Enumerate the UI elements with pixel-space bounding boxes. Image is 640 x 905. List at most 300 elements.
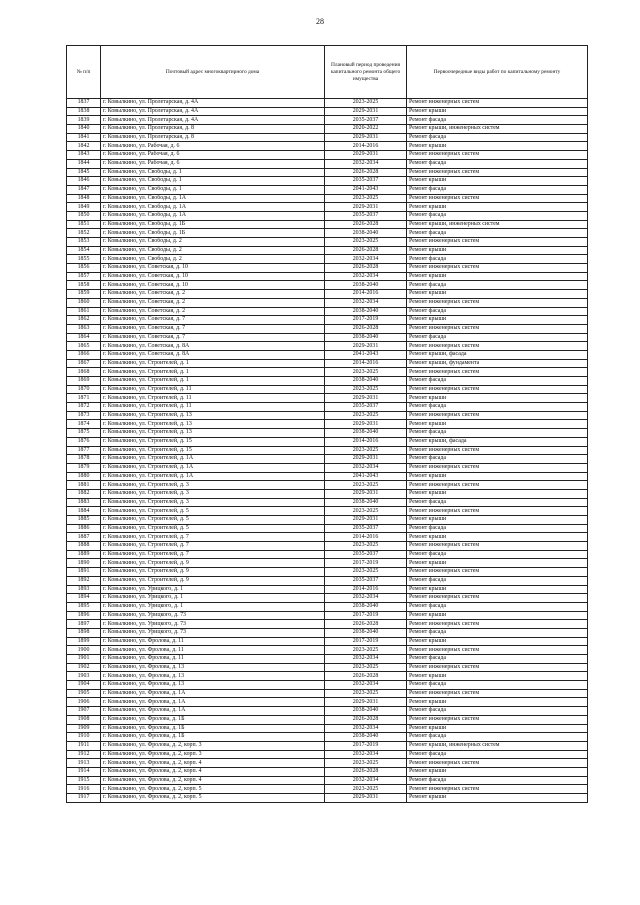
row-address: г. Ковылкино, ул. Строителей, д. 13 bbox=[101, 420, 325, 429]
row-works: Ремонт крыши bbox=[407, 246, 588, 255]
row-period: 2017-2019 bbox=[325, 611, 407, 620]
row-number: 1898 bbox=[67, 628, 101, 637]
row-address: г. Ковылкино, ул. Рабочая, д. 6 bbox=[101, 159, 325, 168]
table-row bbox=[67, 281, 588, 290]
row-number: 1855 bbox=[67, 255, 101, 264]
row-address: г. Ковылкино, ул. Строителей, д. 15 bbox=[101, 446, 325, 455]
row-number: 1867 bbox=[67, 359, 101, 368]
row-address: г. Ковылкино, ул. Фролова, д. 2, корп. 4 bbox=[101, 776, 325, 785]
row-works: Ремонт инженерных систем bbox=[407, 385, 588, 394]
row-works: Ремонт инженерных систем bbox=[407, 620, 588, 629]
table-row bbox=[67, 290, 588, 299]
table-row bbox=[67, 767, 588, 776]
table-row bbox=[67, 741, 588, 750]
row-works: Ремонт инженерных систем bbox=[407, 715, 588, 724]
row-period: 2023-2025 bbox=[325, 368, 407, 377]
row-number: 1895 bbox=[67, 602, 101, 611]
row-number: 1866 bbox=[67, 350, 101, 359]
row-address: г. Ковылкино, ул. Строителей, д. 1А bbox=[101, 463, 325, 472]
row-number: 1854 bbox=[67, 246, 101, 255]
row-address: г. Ковылкино, ул. Фролова, д. 2, корп. 4 bbox=[101, 767, 325, 776]
row-address: г. Ковылкино, ул. Фролова, д. 1Б bbox=[101, 724, 325, 733]
row-works: Ремонт крыши bbox=[407, 794, 588, 803]
row-number: 1882 bbox=[67, 489, 101, 498]
row-number: 1871 bbox=[67, 394, 101, 403]
row-period: 2026-2028 bbox=[325, 620, 407, 629]
row-number: 1860 bbox=[67, 298, 101, 307]
table-row bbox=[67, 663, 588, 672]
table-row bbox=[67, 394, 588, 403]
row-number: 1890 bbox=[67, 559, 101, 568]
table-row bbox=[67, 689, 588, 698]
row-works: Ремонт инженерных систем bbox=[407, 298, 588, 307]
row-works: Ремонт крыши bbox=[407, 489, 588, 498]
row-works: Ремонт инженерных систем bbox=[407, 785, 588, 794]
row-works: Ремонт фасада bbox=[407, 776, 588, 785]
row-number: 1887 bbox=[67, 533, 101, 542]
row-number: 1888 bbox=[67, 542, 101, 551]
row-address: г. Ковылкино, ул. Строителей, д. 7 bbox=[101, 550, 325, 559]
table-row bbox=[67, 785, 588, 794]
row-period: 2032-2034 bbox=[325, 594, 407, 603]
row-works: Ремонт фасада bbox=[407, 429, 588, 438]
row-period: 2014-2016 bbox=[325, 437, 407, 446]
row-address: г. Ковылкино, ул. Рабочая, д. 6 bbox=[101, 142, 325, 151]
row-period: 2032-2034 bbox=[325, 272, 407, 281]
row-address: г. Ковылкино, ул. Строителей, д. 3 bbox=[101, 481, 325, 490]
row-works: Ремонт крыши bbox=[407, 107, 588, 116]
table-row bbox=[67, 489, 588, 498]
row-works: Ремонт фасада bbox=[407, 307, 588, 316]
row-number: 1880 bbox=[67, 472, 101, 481]
row-period: 2014-2016 bbox=[325, 290, 407, 299]
row-number: 1886 bbox=[67, 524, 101, 533]
row-address: г. Ковылкино, ул. Свободы, д. 1 bbox=[101, 177, 325, 186]
row-works: Ремонт инженерных систем bbox=[407, 463, 588, 472]
row-works: Ремонт инженерных систем bbox=[407, 324, 588, 333]
row-address: г. Ковылкино, ул. Фролова, д. 1Б bbox=[101, 733, 325, 742]
row-works: Ремонт фасада bbox=[407, 211, 588, 220]
row-address: г. Ковылкино, ул. Свободы, д. 2 bbox=[101, 246, 325, 255]
row-period: 2017-2019 bbox=[325, 741, 407, 750]
row-address: г. Ковылкино, ул. Строителей, д. 1 bbox=[101, 368, 325, 377]
capital-repair-table bbox=[66, 45, 588, 803]
row-works: Ремонт инженерных систем bbox=[407, 446, 588, 455]
row-period: 2029-2031 bbox=[325, 420, 407, 429]
table-row bbox=[67, 125, 588, 134]
table-row bbox=[67, 750, 588, 759]
row-period: 2041-2043 bbox=[325, 185, 407, 194]
row-period: 2029-2031 bbox=[325, 394, 407, 403]
row-works: Ремонт крыши bbox=[407, 272, 588, 281]
table-row bbox=[67, 602, 588, 611]
table-row bbox=[67, 524, 588, 533]
row-address: г. Ковылкино, ул. Фролова, д. 1Б bbox=[101, 715, 325, 724]
row-period: 2029-2031 bbox=[325, 151, 407, 160]
row-works: Ремонт фасада bbox=[407, 602, 588, 611]
row-number: 1841 bbox=[67, 133, 101, 142]
row-address: г. Ковылкино, ул. Строителей, д. 9 bbox=[101, 568, 325, 577]
row-works: Ремонт крыши bbox=[407, 672, 588, 681]
row-works: Ремонт фасада bbox=[407, 116, 588, 125]
row-works: Ремонт инженерных систем bbox=[407, 568, 588, 577]
row-address: г. Ковылкино, ул. Строителей, д. 13 bbox=[101, 429, 325, 438]
row-address: г. Ковылкино, ул. Свободы, д. 1А bbox=[101, 203, 325, 212]
table-row bbox=[67, 559, 588, 568]
table-row bbox=[67, 646, 588, 655]
table-row bbox=[67, 142, 588, 151]
row-period: 2035-2037 bbox=[325, 177, 407, 186]
table-body bbox=[67, 99, 588, 803]
row-number: 1896 bbox=[67, 611, 101, 620]
row-address: г. Ковылкино, ул. Фролова, д. 2, корп. 3 bbox=[101, 741, 325, 750]
table-row bbox=[67, 698, 588, 707]
row-address: г. Ковылкино, ул. Свободы, д. 2 bbox=[101, 238, 325, 247]
row-number: 1870 bbox=[67, 385, 101, 394]
row-period: 2017-2019 bbox=[325, 559, 407, 568]
row-address: г. Ковылкино, ул. Пролетарская, д. 8 bbox=[101, 125, 325, 134]
row-number: 1845 bbox=[67, 168, 101, 177]
row-address: г. Ковылкино, ул. Советская, д. 2 bbox=[101, 298, 325, 307]
row-period: 2035-2037 bbox=[325, 576, 407, 585]
table-row bbox=[67, 681, 588, 690]
row-works: Ремонт фасада bbox=[407, 255, 588, 264]
row-works: Ремонт инженерных систем bbox=[407, 542, 588, 551]
row-address: г. Ковылкино, ул. Свободы, д. 1 bbox=[101, 168, 325, 177]
row-period: 2014-2016 bbox=[325, 359, 407, 368]
row-address: г. Ковылкино, ул. Строителей, д. 3 bbox=[101, 498, 325, 507]
row-works: Ремонт крыши bbox=[407, 637, 588, 646]
row-period: 2032-2034 bbox=[325, 681, 407, 690]
row-period: 2023-2025 bbox=[325, 568, 407, 577]
row-period: 2032-2034 bbox=[325, 655, 407, 664]
row-address: г. Ковылкино, ул. Строителей, д. 7 bbox=[101, 533, 325, 542]
header-works: Первоочередные виды работ по капитальному ремонту bbox=[407, 46, 588, 99]
table-row bbox=[67, 211, 588, 220]
row-works: Ремонт фасада bbox=[407, 733, 588, 742]
row-period: 2017-2019 bbox=[325, 316, 407, 325]
row-works: Ремонт крыши bbox=[407, 698, 588, 707]
row-works: Ремонт инженерных систем bbox=[407, 342, 588, 351]
table-row bbox=[67, 324, 588, 333]
row-works: Ремонт инженерных систем bbox=[407, 411, 588, 420]
row-works: Ремонт инженерных систем bbox=[407, 99, 588, 108]
row-works: Ремонт фасада bbox=[407, 498, 588, 507]
row-period: 2023-2025 bbox=[325, 99, 407, 108]
row-works: Ремонт инженерных систем bbox=[407, 238, 588, 247]
row-works: Ремонт фасада bbox=[407, 133, 588, 142]
row-address: г. Ковылкино, ул. Фролова, д. 1А bbox=[101, 707, 325, 716]
row-address: г. Ковылкино, ул. Пролетарская, д. 4А bbox=[101, 99, 325, 108]
row-address: г. Ковылкино, ул. Строителей, д. 1 bbox=[101, 359, 325, 368]
table-row bbox=[67, 498, 588, 507]
row-period: 2038-2040 bbox=[325, 707, 407, 716]
row-works: Ремонт крыши bbox=[407, 533, 588, 542]
row-period: 2023-2025 bbox=[325, 238, 407, 247]
row-address: г. Ковылкино, ул. Пролетарская, д. 8 bbox=[101, 133, 325, 142]
row-period: 2032-2034 bbox=[325, 776, 407, 785]
row-number: 1872 bbox=[67, 403, 101, 412]
row-works: Ремонт фасада bbox=[407, 281, 588, 290]
row-number: 1856 bbox=[67, 264, 101, 273]
row-number: 1915 bbox=[67, 776, 101, 785]
row-works: Ремонт крыши, инженерных систем bbox=[407, 125, 588, 134]
row-number: 1900 bbox=[67, 646, 101, 655]
row-works: Ремонт фасада bbox=[407, 707, 588, 716]
row-works: Ремонт крыши bbox=[407, 316, 588, 325]
row-works: Ремонт фасада bbox=[407, 403, 588, 412]
row-address: г. Ковылкино, ул. Строителей, д. 13 bbox=[101, 411, 325, 420]
row-number: 1904 bbox=[67, 681, 101, 690]
table-row bbox=[67, 715, 588, 724]
table-row bbox=[67, 350, 588, 359]
row-period: 2032-2034 bbox=[325, 255, 407, 264]
table-row bbox=[67, 516, 588, 525]
table-row bbox=[67, 368, 588, 377]
row-period: 2029-2031 bbox=[325, 516, 407, 525]
table-row bbox=[67, 429, 588, 438]
table-row bbox=[67, 759, 588, 768]
table-row bbox=[67, 116, 588, 125]
row-number: 1847 bbox=[67, 185, 101, 194]
header-number: № п/п bbox=[67, 46, 101, 99]
row-address: г. Ковылкино, ул. Строителей, д. 11 bbox=[101, 385, 325, 394]
table-row bbox=[67, 672, 588, 681]
row-address: г. Ковылкино, ул. Строителей, д. 5 bbox=[101, 516, 325, 525]
row-number: 1877 bbox=[67, 446, 101, 455]
row-address: г. Ковылкино, ул. Фролова, д. 2, корп. 5 bbox=[101, 794, 325, 803]
row-period: 2023-2025 bbox=[325, 542, 407, 551]
table-row bbox=[67, 576, 588, 585]
row-address: г. Ковылкино, ул. Фролова, д. 11 bbox=[101, 655, 325, 664]
row-works: Ремонт крыши bbox=[407, 177, 588, 186]
row-period: 2023-2025 bbox=[325, 411, 407, 420]
row-period: 2023-2025 bbox=[325, 785, 407, 794]
row-address: г. Ковылкино, ул. Фролова, д. 1А bbox=[101, 698, 325, 707]
row-address: г. Ковылкино, ул. Урицкого, д. 1 bbox=[101, 602, 325, 611]
row-period: 2029-2031 bbox=[325, 698, 407, 707]
row-period: 2029-2031 bbox=[325, 133, 407, 142]
row-works: Ремонт фасада bbox=[407, 750, 588, 759]
table-row bbox=[67, 437, 588, 446]
row-period: 2041-2043 bbox=[325, 350, 407, 359]
row-period: 2032-2034 bbox=[325, 750, 407, 759]
table-row bbox=[67, 255, 588, 264]
table-row bbox=[67, 203, 588, 212]
row-address: г. Ковылкино, ул. Строителей, д. 3 bbox=[101, 489, 325, 498]
row-address: г. Ковылкино, ул. Советская, д. 7 bbox=[101, 333, 325, 342]
table-row bbox=[67, 229, 588, 238]
row-works: Ремонт крыши bbox=[407, 420, 588, 429]
row-works: Ремонт крыши bbox=[407, 767, 588, 776]
row-number: 1863 bbox=[67, 324, 101, 333]
row-address: г. Ковылкино, ул. Строителей, д. 9 bbox=[101, 576, 325, 585]
row-number: 1884 bbox=[67, 507, 101, 516]
row-address: г. Ковылкино, ул. Строителей, д. 1А bbox=[101, 455, 325, 464]
row-address: г. Ковылкино, ул. Пролетарская, д. 4А bbox=[101, 107, 325, 116]
row-period: 2029-2031 bbox=[325, 489, 407, 498]
row-number: 1851 bbox=[67, 220, 101, 229]
row-period: 2026-2028 bbox=[325, 715, 407, 724]
row-address: г. Ковылкино, ул. Свободы, д. 1А bbox=[101, 211, 325, 220]
row-period: 2026-2028 bbox=[325, 220, 407, 229]
row-number: 1840 bbox=[67, 125, 101, 134]
page-number: 28 bbox=[316, 17, 324, 26]
row-works: Ремонт инженерных систем bbox=[407, 507, 588, 516]
row-period: 2029-2031 bbox=[325, 455, 407, 464]
table-row bbox=[67, 620, 588, 629]
row-period: 2035-2037 bbox=[325, 550, 407, 559]
row-works: Ремонт инженерных систем bbox=[407, 481, 588, 490]
table-row bbox=[67, 794, 588, 803]
row-number: 1874 bbox=[67, 420, 101, 429]
table-row bbox=[67, 220, 588, 229]
table-row bbox=[67, 359, 588, 368]
row-works: Ремонт инженерных систем bbox=[407, 663, 588, 672]
row-period: 2038-2040 bbox=[325, 281, 407, 290]
row-number: 1844 bbox=[67, 159, 101, 168]
row-number: 1901 bbox=[67, 655, 101, 664]
row-number: 1862 bbox=[67, 316, 101, 325]
table-row bbox=[67, 133, 588, 142]
row-works: Ремонт фасада bbox=[407, 377, 588, 386]
row-period: 2023-2025 bbox=[325, 481, 407, 490]
row-number: 1899 bbox=[67, 637, 101, 646]
row-number: 1883 bbox=[67, 498, 101, 507]
row-address: г. Ковылкино, ул. Строителей, д. 1А bbox=[101, 472, 325, 481]
row-works: Ремонт крыши bbox=[407, 585, 588, 594]
row-period: 2023-2025 bbox=[325, 689, 407, 698]
row-works: Ремонт крыши, фундамента bbox=[407, 359, 588, 368]
table-row bbox=[67, 533, 588, 542]
row-address: г. Ковылкино, ул. Строителей, д. 5 bbox=[101, 507, 325, 516]
table-row bbox=[67, 298, 588, 307]
row-number: 1838 bbox=[67, 107, 101, 116]
table-row bbox=[67, 455, 588, 464]
row-number: 1878 bbox=[67, 455, 101, 464]
table-row bbox=[67, 403, 588, 412]
row-address: г. Ковылкино, ул. Строителей, д. 7 bbox=[101, 542, 325, 551]
row-works: Ремонт инженерных систем bbox=[407, 194, 588, 203]
table-row bbox=[67, 272, 588, 281]
row-period: 2035-2037 bbox=[325, 116, 407, 125]
row-address: г. Ковылкино, ул. Фролова, д. 13 bbox=[101, 672, 325, 681]
row-works: Ремонт фасада bbox=[407, 524, 588, 533]
row-works: Ремонт крыши bbox=[407, 472, 588, 481]
row-address: г. Ковылкино, ул. Фролова, д. 2, корп. 3 bbox=[101, 750, 325, 759]
table-row bbox=[67, 107, 588, 116]
row-address: г. Ковылкино, ул. Урицкого, д. 1 bbox=[101, 585, 325, 594]
row-address: г. Ковылкино, ул. Советская, д. 10 bbox=[101, 272, 325, 281]
row-period: 2038-2040 bbox=[325, 377, 407, 386]
table-row bbox=[67, 177, 588, 186]
row-address: г. Ковылкино, ул. Свободы, д. 2 bbox=[101, 255, 325, 264]
table-row bbox=[67, 377, 588, 386]
header-period: Плановый период проведения капитального ремонта общего имущества bbox=[325, 46, 407, 99]
row-period: 2023-2025 bbox=[325, 759, 407, 768]
row-number: 1906 bbox=[67, 698, 101, 707]
row-number: 1909 bbox=[67, 724, 101, 733]
row-works: Ремонт фасада bbox=[407, 655, 588, 664]
row-address: г. Ковылкино, ул. Урицкого, д. 73 bbox=[101, 620, 325, 629]
row-period: 2038-2040 bbox=[325, 602, 407, 611]
row-period: 2038-2040 bbox=[325, 498, 407, 507]
row-address: г. Ковылкино, ул. Советская, д. 7 bbox=[101, 316, 325, 325]
row-works: Ремонт инженерных систем bbox=[407, 594, 588, 603]
row-number: 1868 bbox=[67, 368, 101, 377]
row-address: г. Ковылкино, ул. Свободы, д. 1 bbox=[101, 185, 325, 194]
row-address: г. Ковылкино, ул. Свободы, д. 1А bbox=[101, 194, 325, 203]
table-row bbox=[67, 611, 588, 620]
row-number: 1902 bbox=[67, 663, 101, 672]
row-address: г. Ковылкино, ул. Строителей, д. 9 bbox=[101, 559, 325, 568]
table-row bbox=[67, 655, 588, 664]
row-address: г. Ковылкино, ул. Свободы, д. 1Б bbox=[101, 229, 325, 238]
row-address: г. Ковылкино, ул. Советская, д. 10 bbox=[101, 264, 325, 273]
row-number: 1917 bbox=[67, 794, 101, 803]
row-period: 2023-2025 bbox=[325, 646, 407, 655]
row-address: г. Ковылкино, ул. Строителей, д. 11 bbox=[101, 403, 325, 412]
row-address: г. Ковылкино, ул. Фролова, д. 2, корп. 4 bbox=[101, 759, 325, 768]
row-period: 2038-2040 bbox=[325, 733, 407, 742]
row-address: г. Ковылкино, ул. Строителей, д. 1 bbox=[101, 377, 325, 386]
row-period: 2035-2037 bbox=[325, 524, 407, 533]
table-row bbox=[67, 151, 588, 160]
row-works: Ремонт фасада bbox=[407, 681, 588, 690]
row-period: 2029-2031 bbox=[325, 203, 407, 212]
row-works: Ремонт инженерных систем bbox=[407, 168, 588, 177]
row-number: 1907 bbox=[67, 707, 101, 716]
table-row bbox=[67, 264, 588, 273]
row-address: г. Ковылкино, ул. Советская, д. 2 bbox=[101, 307, 325, 316]
row-address: г. Ковылкино, ул. Советская, д. 10 bbox=[101, 281, 325, 290]
row-works: Ремонт фасада bbox=[407, 333, 588, 342]
row-number: 1848 bbox=[67, 194, 101, 203]
row-address: г. Ковылкино, ул. Советская, д. 7 bbox=[101, 324, 325, 333]
row-period: 2023-2025 bbox=[325, 663, 407, 672]
row-period: 2026-2028 bbox=[325, 246, 407, 255]
table-row bbox=[67, 724, 588, 733]
row-number: 1875 bbox=[67, 429, 101, 438]
table-row bbox=[67, 99, 588, 108]
row-number: 1869 bbox=[67, 377, 101, 386]
table-row bbox=[67, 472, 588, 481]
table-row bbox=[67, 385, 588, 394]
row-works: Ремонт крыши, фасада bbox=[407, 350, 588, 359]
row-number: 1843 bbox=[67, 151, 101, 160]
row-period: 2029-2031 bbox=[325, 342, 407, 351]
row-works: Ремонт крыши, инженерных систем bbox=[407, 741, 588, 750]
row-period: 2029-2031 bbox=[325, 107, 407, 116]
row-works: Ремонт инженерных систем bbox=[407, 646, 588, 655]
row-works: Ремонт инженерных систем bbox=[407, 151, 588, 160]
row-period: 2023-2025 bbox=[325, 385, 407, 394]
row-address: г. Ковылкино, ул. Советская, д. 2 bbox=[101, 290, 325, 299]
row-period: 2032-2034 bbox=[325, 298, 407, 307]
row-number: 1889 bbox=[67, 550, 101, 559]
row-number: 1846 bbox=[67, 177, 101, 186]
row-address: г. Ковылкино, ул. Строителей, д. 15 bbox=[101, 437, 325, 446]
row-number: 1891 bbox=[67, 568, 101, 577]
row-number: 1913 bbox=[67, 759, 101, 768]
table-row bbox=[67, 542, 588, 551]
row-number: 1858 bbox=[67, 281, 101, 290]
table-row bbox=[67, 333, 588, 342]
row-address: г. Ковылкино, ул. Фролова, д. 11 bbox=[101, 637, 325, 646]
row-address: г. Ковылкино, ул. Строителей, д. 5 bbox=[101, 524, 325, 533]
row-works: Ремонт инженерных систем bbox=[407, 264, 588, 273]
row-address: г. Ковылкино, ул. Фролова, д. 11 bbox=[101, 646, 325, 655]
